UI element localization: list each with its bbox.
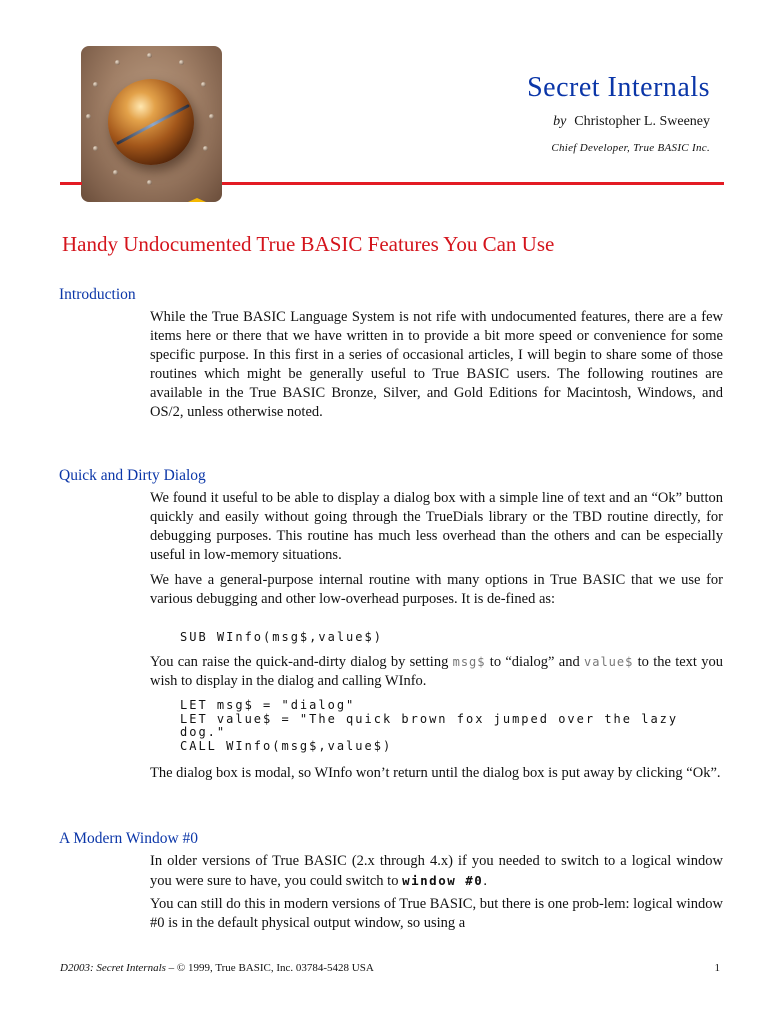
quick-paragraph-4: The dialog box is modal, so WInfo won’t return until the dialog box is put away by clicking “Ok”. — [150, 765, 721, 781]
quick-paragraph-2: We have a general-purpose internal routine with many options in True BASIC that we use for various debugging and other low-overhead purposes. It is de-fined as: — [150, 572, 723, 607]
author-name: Christopher L. Sweeney — [574, 114, 710, 129]
page-number: 1 — [714, 962, 720, 974]
page-title: Secret Internals — [527, 72, 710, 103]
window-paragraph-1: In older versions of True BASIC (2.x through 4.x) if you needed to switch to a logical window you were sure to have, you could switch to window #0. — [150, 853, 723, 889]
intro-paragraph: While the True BASIC Language System is not rife with undocumented features, there are a few items here or there that we have written in to provide a bit more speed or convenience for some specific purpose. In this first in a series of occasional articles, I will begin to share some of those routines which might be generally useful to True BASIC users. The following routines are available in the True BASIC Bronze, Silver, and Gold Editions for Macintosh, Windows, and OS/2, unless otherwise noted. — [150, 309, 723, 420]
footer-copyright: – © 1999, True BASIC, Inc. 03784-5428 USA — [165, 962, 374, 974]
code-block-sub: SUB WInfo(msg$,value$) — [180, 630, 383, 644]
section-heading-quick-dialog: Quick and Dirty Dialog — [59, 467, 206, 484]
window-paragraph-2: You can still do this in modern versions of True BASIC, but there is one prob-lem: logical window #0 is in the default physical output window, so using a — [150, 896, 723, 931]
article-heading: Handy Undocumented True BASIC Features You Can Use — [62, 232, 555, 256]
quick-paragraph-3: You can raise the quick-and-dirty dialog by setting msg$ to “dialog” and value$ to the text you wish to display in the dialog and calling WInfo. — [150, 654, 723, 689]
byline-by: by — [553, 114, 567, 129]
header-rule-left — [60, 182, 82, 185]
inline-code-window: window #0 — [402, 873, 484, 888]
author-role: Chief Developer, True BASIC Inc. — [551, 142, 710, 154]
section-heading-modern-window: A Modern Window #0 — [59, 830, 199, 847]
inline-code-msg: msg$ — [452, 655, 486, 669]
header-rule-right — [222, 182, 724, 185]
quick-paragraph-1: We found it useful to be able to display a dialog box with a simple line of text and an “Ok” button quickly and easily without going through the TrueDials library or the TBD routine directly, for debugging purposes. This routine has much less overhead than the others and can be especially useful in low-memory situations. — [150, 490, 723, 563]
byline — [553, 114, 710, 130]
footer — [60, 962, 374, 974]
inline-code-value: value$ — [584, 655, 634, 669]
logo-image — [81, 46, 222, 202]
sphere-icon — [108, 79, 194, 165]
code-block-example: LET msg$ = "dialog" LET value$ = "The quick brown fox jumped over the lazy dog." CALL WInfo(msg$,value$) — [180, 698, 679, 754]
temple-icon — [177, 196, 217, 202]
footer-doc-title: D2003: Secret Internals — [60, 962, 166, 974]
section-heading-introduction: Introduction — [59, 286, 136, 303]
